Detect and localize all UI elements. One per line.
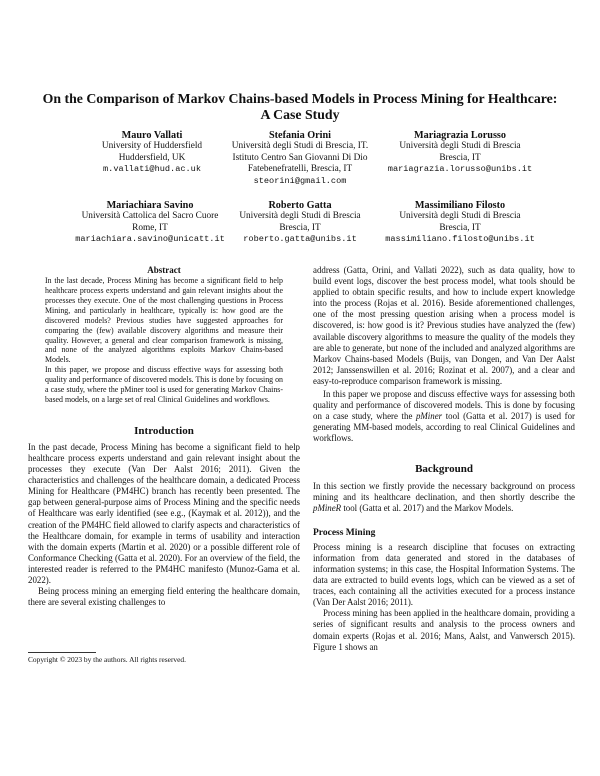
author-name: Mauro Vallati [121, 130, 183, 141]
abstract-section [28, 265, 300, 405]
author-name: Stefania Orini [269, 130, 331, 141]
abstract-heading: Abstract [147, 265, 181, 275]
author-affiliation: Brescia, IT [439, 222, 481, 233]
right-column [313, 265, 575, 653]
left-column [28, 265, 300, 608]
author-affiliation: Università Cattolica del Sacro Cuore [81, 211, 219, 222]
paper-title: On the Comparison of Markov Chains-based Models in Process Mining for Healthcare: A Case Study [42, 91, 558, 122]
author-email[interactable]: steorini@gmail.com [253, 175, 347, 186]
author-affiliation: Università degli Studi di Brescia, IT. [231, 141, 369, 152]
abstract-paragraph: In the last decade, Process Mining has become a significant field to help healthcare process experts understand and gain relevant insights about the processes they execute. One of the most challenging questions in Process Mining, and particularly in healthcare, typically is: how good are the discovered models? Previous studies have suggested approaches for comparing the (few) available discovery algorithms and measure their quality. However, a general and clear comparison framework is missing, and none of the analyzed algorithms exploits Markov Chains-based Models. [45, 276, 283, 365]
author-affiliation: University of Huddersfield [101, 141, 203, 152]
body-paragraph: Being process mining an emerging field entering the healthcare domain, there are several existing challenges to [28, 586, 300, 608]
author-email[interactable]: roberto.gatta@unibs.it [243, 234, 357, 245]
author-affiliation: Istituto Centro San Giovanni Di Dio [232, 152, 368, 163]
author-affiliation: Università degli Studi di Brescia [399, 141, 521, 152]
author-block [350, 200, 570, 246]
author-name: Massimiliano Filosto [414, 200, 506, 211]
author-email[interactable]: mariachiara.savino@unicatt.it [75, 234, 225, 245]
body-paragraph: Process mining has been applied in the healthcare domain, providing a series of significant results and analysis to the process owners and domain experts (Rojas et al. 2016; Mans, Aalst, and Vanwersch 2015). Figure 1 shows an [313, 608, 575, 652]
abstract-paragraph: In this paper, we propose and discuss effective ways for assessing both quality and performance of discovered models. This is done by focusing on a case study, where the pMiner tool is used for generating Markov Chains-based models, on a large set of real Clinical Guidelines and workflows. [45, 365, 283, 404]
tool-name: pMiner [415, 411, 443, 422]
author-block [360, 130, 560, 176]
text-run: In this paper we propose and discuss effective ways for assessing both quality and performance of discovered models. This is done by focusing on a case study, where the [313, 389, 575, 422]
body-paragraph: In the past decade, Process Mining has become a significant field to help healthcare process experts understand and gain relevant insight about the processes they execute (Van Der Aalst 2016; 2011). Given the characteristics and challenges of the healthcare domain, a dedicated Process Mining for Healthcare (PM4HC) branch has recently been presented. The gap between general-purpose aims of Process Mining and the specific needs of Healthcare was early identified (see e.g., (Kaymak et al. 2012)), and the creation of the PM4HC field allowed to clarify aspects and characteristics of the Healthcare domain, for example in terms of usability and interaction with the domain experts (Martin et al. 2020) or a possible different role of Conformance Checking (Gatta et al. 2020). For an overview of the field, the interested reader is referred to the PM4HC manifesto (Munoz-Gama et al. 2022). [28, 441, 300, 585]
author-affiliation: Rome, IT [132, 222, 168, 233]
author-affiliation: Brescia, IT [279, 222, 321, 233]
tool-name: pMineR [313, 502, 342, 513]
text-run: In this section we firstly provide the necessary background on process mining and its healthcare declination, and then shortly describe the [313, 480, 575, 502]
author-affiliation: Fatebenefratelli, Brescia, IT [247, 164, 353, 175]
body-paragraph [313, 481, 575, 514]
body-paragraph: Process mining is a research discipline that focuses on extracting information from data generated and stored in the databases of information systems; in this case, the Hospital Information Systems. The data are extracted to build events logs, which can be viewed as a set of traces, each containing all the activities executed for a process instance (Van Der Aalst 2016; 2011). [313, 541, 575, 608]
author-name: Roberto Gatta [268, 200, 332, 211]
introduction-heading: Introduction [134, 424, 194, 437]
author-email[interactable]: massimiliano.filosto@unibs.it [385, 234, 535, 245]
background-heading: Background [415, 462, 473, 475]
author-affiliation: Università degli Studi di Brescia [239, 211, 361, 222]
author-email[interactable]: m.vallati@hud.ac.uk [103, 164, 201, 175]
text-run: tool (Gatta et al. 2017) and the Markov Models. [341, 502, 514, 513]
footnote-rule [28, 652, 96, 653]
author-affiliation: Università degli Studi di Brescia [399, 211, 521, 222]
author-name: Mariachiara Savino [106, 200, 194, 211]
author-email[interactable]: mariagrazia.lorusso@unibs.it [387, 164, 533, 175]
process-mining-heading: Process Mining [313, 527, 376, 538]
author-name: Mariagrazia Lorusso [414, 130, 506, 141]
author-affiliation: Brescia, IT [439, 152, 481, 163]
body-paragraph [313, 389, 575, 444]
copyright-notice: Copyright © 2023 by the authors. All rights reserved. [28, 655, 186, 664]
author-affiliation: Huddersfield, UK [118, 152, 186, 163]
body-paragraph: address (Gatta, Orini, and Vallati 2022), such as data quality, how to build event logs, discover the best process model, what tools should be applied to obtain specific results, and how to include expert knowledge into the process (Rojas et al. 2016). Beside aforementioned challenges, one of the most pressing question arising when a process model is discovered, is: how good is it? Previous studies have analyzed the (few) available discovery algorithms to measure the quality of the models they are able to generate, but none of the included and analyzed algorithms are Markov Chains-based Models (Buijs, van Dongen, and Van Der Aalst 2012; Janssenswillen et al. 2016; Rozinat et al. 2007), and a clear and easy-to-reproduce comparison framework is missing. [313, 265, 575, 386]
text-run: tool (Gatta et al. 2017) is used for generating MM-based models, according to real Clinical Guidelines and workflows. [313, 411, 575, 444]
